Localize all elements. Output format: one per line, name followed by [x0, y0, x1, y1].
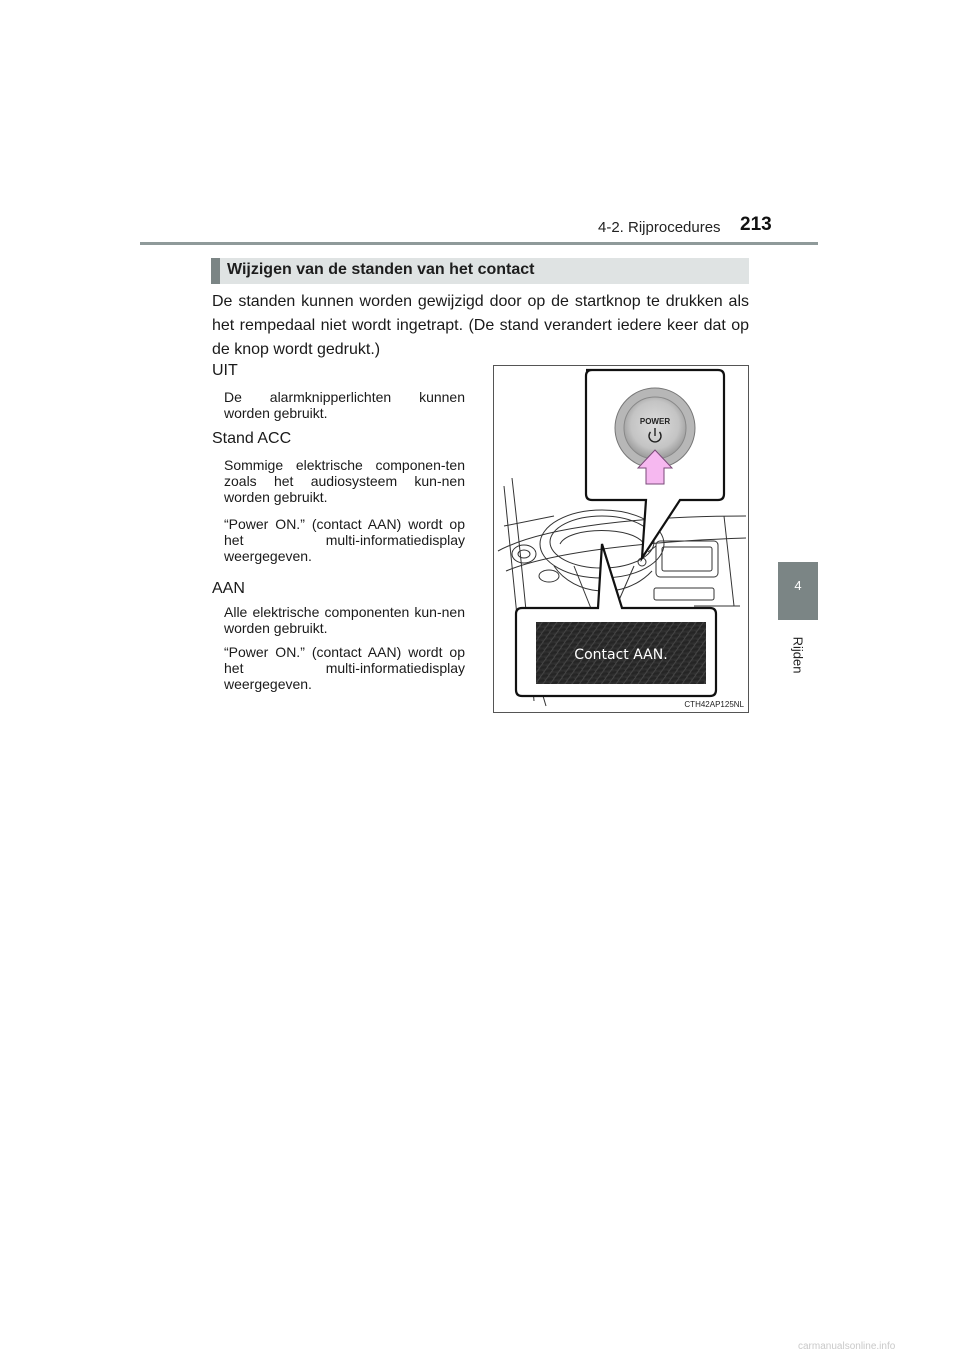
intro-paragraph: De standen kunnen worden gewijzigd door op de startknop te drukken als het rempedaal niet wordt ingetrapt. (De stand verandert iedere keer dat op de knop wordt gedrukt.) [212, 293, 749, 358]
power-button-label: POWER [639, 417, 671, 426]
mode-desc-aan-2: “Power ON.” (contact AAN) wordt op het multi-informatiedisplay weergegeven. [224, 644, 465, 692]
display-message: Contact AAN. [574, 647, 668, 663]
watermark: carmanualsonline.info [798, 1341, 896, 1352]
mode-desc-acc-2: “Power ON.” (contact AAN) wordt op het multi-informatiedisplay weergegeven. [224, 516, 465, 564]
header-divider [140, 242, 818, 245]
power-button-illustration [493, 365, 749, 713]
page-number: 213 [740, 214, 772, 235]
mode-desc-aan-1: Alle elektrische componenten kun-nen worden gebruikt. [224, 604, 465, 636]
mode-title-aan: AAN [212, 580, 245, 597]
dashboard-drawing [494, 366, 749, 713]
header-section-title: 4-2. Rijprocedures [598, 219, 721, 236]
section-heading-marker [211, 258, 220, 284]
chapter-number: 4 [794, 578, 802, 593]
mode-desc-uit: De alarmknipperlichten kunnen worden gebruikt. [224, 389, 465, 421]
mode-desc-acc-1: Sommige elektrische componen-ten zoals het audiosysteem kun-nen worden gebruikt. [224, 457, 465, 505]
figure-code: CTH42AP125NL [684, 700, 744, 709]
mode-title-uit: UIT [212, 362, 238, 379]
section-heading [211, 258, 749, 284]
mode-title-acc: Stand ACC [212, 430, 292, 447]
section-heading-text: Wijzigen van de standen van het contact [227, 261, 535, 278]
chapter-title: Rijden [790, 636, 806, 674]
